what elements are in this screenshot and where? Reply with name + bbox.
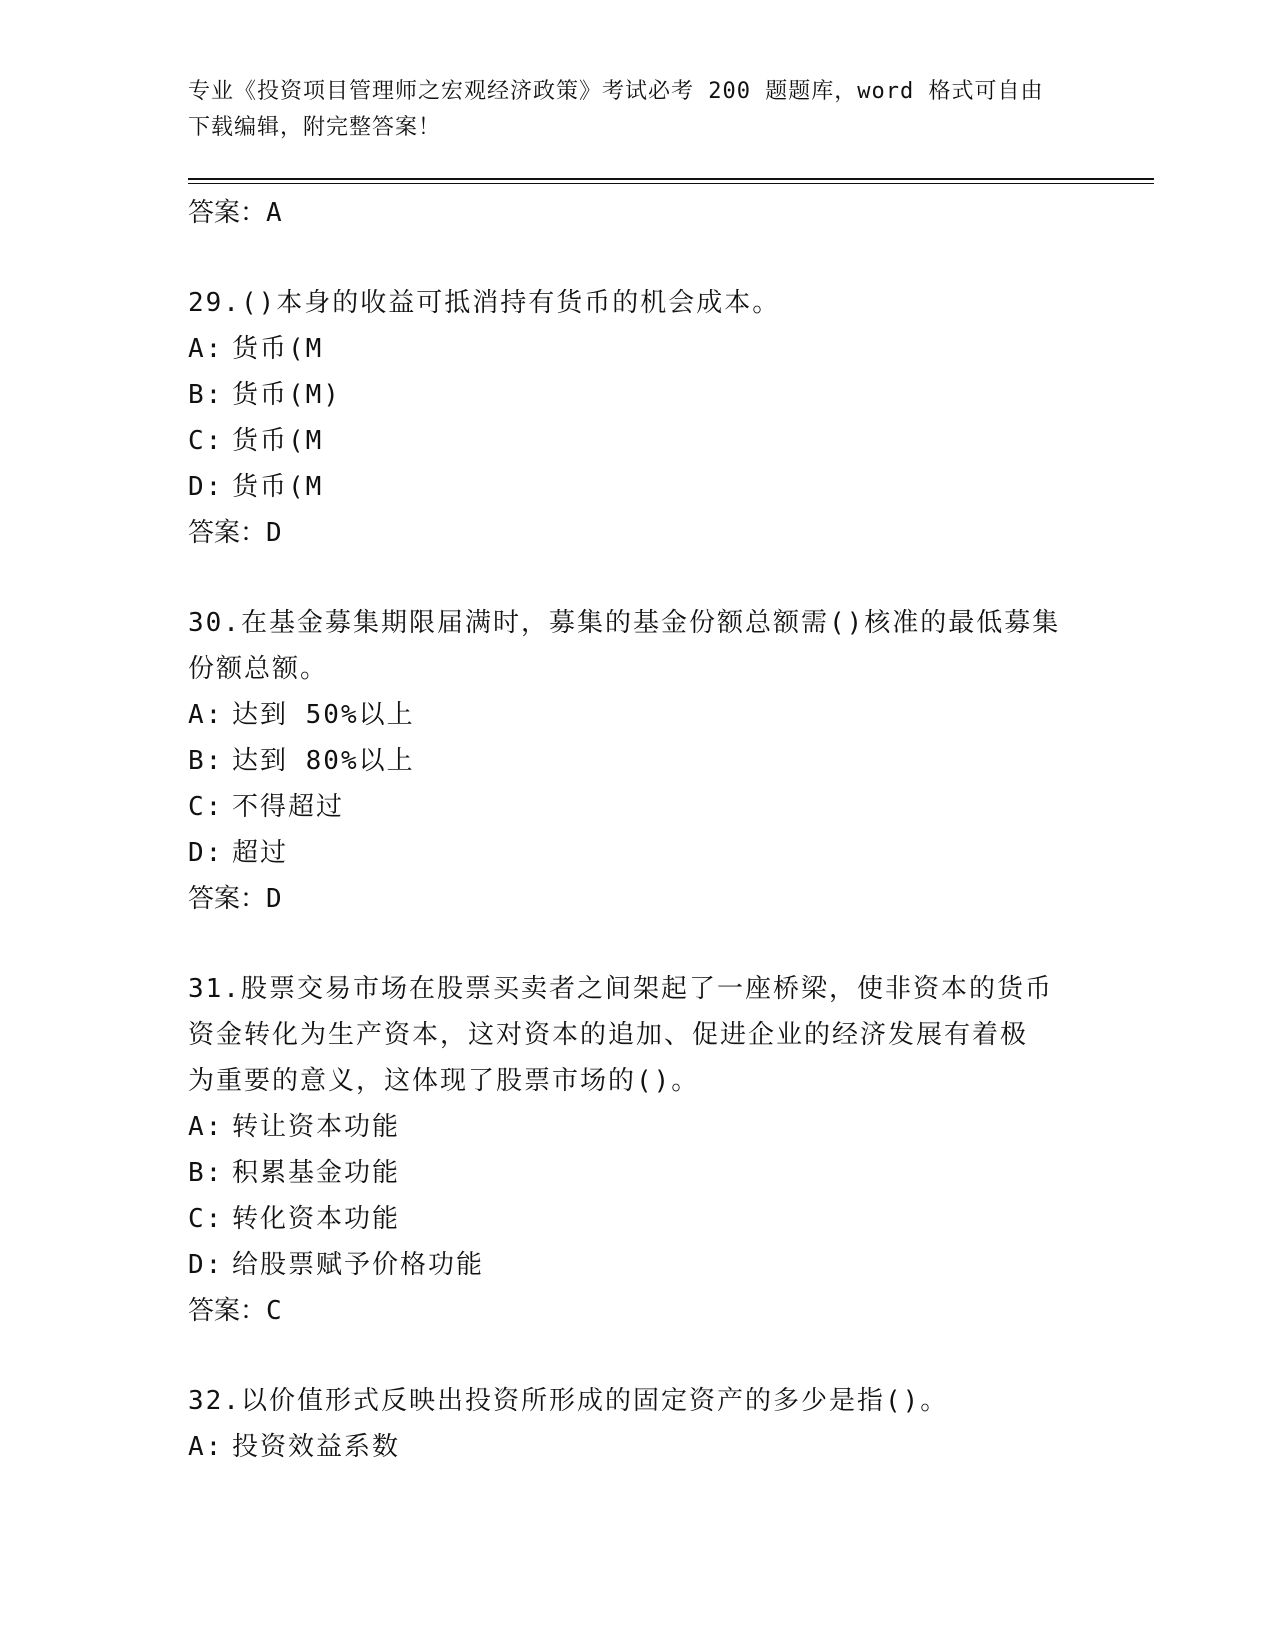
option-a — [188, 1104, 1088, 1150]
option-a — [188, 1424, 1088, 1470]
option-a — [188, 326, 1088, 372]
question-text-continued: 为重要的意义，这体现了股票市场的()。 — [188, 1066, 700, 1096]
answer-line — [188, 1288, 1088, 1334]
option-text: 投资效益系数 — [232, 1432, 401, 1462]
answer-value: A — [266, 198, 282, 228]
option-text: 货币(M) — [232, 380, 341, 410]
question-text — [188, 966, 1088, 1012]
answer-value: C — [266, 1296, 282, 1326]
option-text: 货币(M — [232, 472, 324, 502]
option-text: 超过 — [232, 838, 289, 868]
answer-label: 答案： — [188, 1296, 267, 1326]
option-text: 货币(M — [232, 334, 324, 364]
question-text-line: ()本身的收益可抵消持有货币的机会成本。 — [240, 288, 781, 318]
option-d — [188, 464, 1088, 510]
option-text: 转让资本功能 — [232, 1112, 401, 1142]
option-letter: B: — [188, 1158, 224, 1188]
document-header — [188, 74, 1088, 146]
option-letter: B: — [188, 746, 224, 776]
option-letter: A: — [188, 700, 224, 730]
question-text-line: 在基金募集期限届满时，募集的基金份额总额需()核准的最低募集 — [240, 608, 1061, 638]
option-text: 转化资本功能 — [232, 1204, 401, 1234]
answer-value: D — [266, 884, 282, 914]
answer-line — [188, 510, 1088, 556]
option-letter: C: — [188, 792, 224, 822]
option-c — [188, 784, 1088, 830]
option-c — [188, 1196, 1088, 1242]
option-letter: A: — [188, 1112, 224, 1142]
header-divider-thick — [188, 178, 1154, 180]
question-31 — [188, 966, 1088, 1334]
question-32 — [188, 1378, 1088, 1470]
question-number: 32. — [188, 1386, 241, 1416]
answer-value: D — [266, 518, 282, 548]
answer-line — [188, 876, 1088, 922]
option-letter: A: — [188, 334, 224, 364]
question-text-line: 股票交易市场在股票买卖者之间架起了一座桥梁，使非资本的货币 — [240, 974, 1053, 1004]
option-d — [188, 830, 1088, 876]
option-letter: D: — [188, 472, 224, 502]
option-text: 积累基金功能 — [232, 1158, 401, 1188]
question-number: 29. — [188, 288, 241, 318]
option-b — [188, 1150, 1088, 1196]
question-29 — [188, 280, 1088, 556]
option-letter: D: — [188, 1250, 224, 1280]
answer-line — [188, 190, 1088, 236]
option-text: 达到 50%以上 — [232, 700, 415, 730]
option-text: 不得超过 — [232, 792, 345, 822]
option-b — [188, 738, 1088, 784]
answer-label: 答案： — [188, 518, 267, 548]
question-text — [188, 600, 1088, 646]
option-letter: C: — [188, 1204, 224, 1234]
header-line-1: 专业《投资项目管理师之宏观经济政策》考试必考 200 题题库，word 格式可自由 — [188, 79, 1044, 104]
question-text-line: 以价值形式反映出投资所形成的固定资产的多少是指()。 — [240, 1386, 949, 1416]
question-text-continued: 资金转化为生产资本，这对资本的追加、促进企业的经济发展有着极 — [188, 1020, 1029, 1050]
option-d — [188, 1242, 1088, 1288]
option-text: 给股票赋予价格功能 — [232, 1250, 485, 1280]
answer-label: 答案： — [188, 198, 267, 228]
question-30 — [188, 600, 1088, 922]
option-letter: B: — [188, 380, 224, 410]
question-number: 31. — [188, 974, 241, 1004]
question-text — [188, 280, 1088, 326]
option-b — [188, 372, 1088, 418]
header-divider-thin — [188, 183, 1154, 184]
option-a — [188, 692, 1088, 738]
option-c — [188, 418, 1088, 464]
header-line-2: 下载编辑，附完整答案！ — [188, 115, 442, 140]
option-letter: D: — [188, 838, 224, 868]
question-text-continued: 份额总额。 — [188, 654, 329, 684]
question-list — [188, 190, 1088, 1470]
answer-label: 答案： — [188, 884, 267, 914]
question-text — [188, 1378, 1088, 1424]
question-number: 30. — [188, 608, 241, 638]
option-letter: C: — [188, 426, 224, 456]
option-letter: A: — [188, 1432, 224, 1462]
option-text: 货币(M — [232, 426, 324, 456]
option-text: 达到 80%以上 — [232, 746, 415, 776]
